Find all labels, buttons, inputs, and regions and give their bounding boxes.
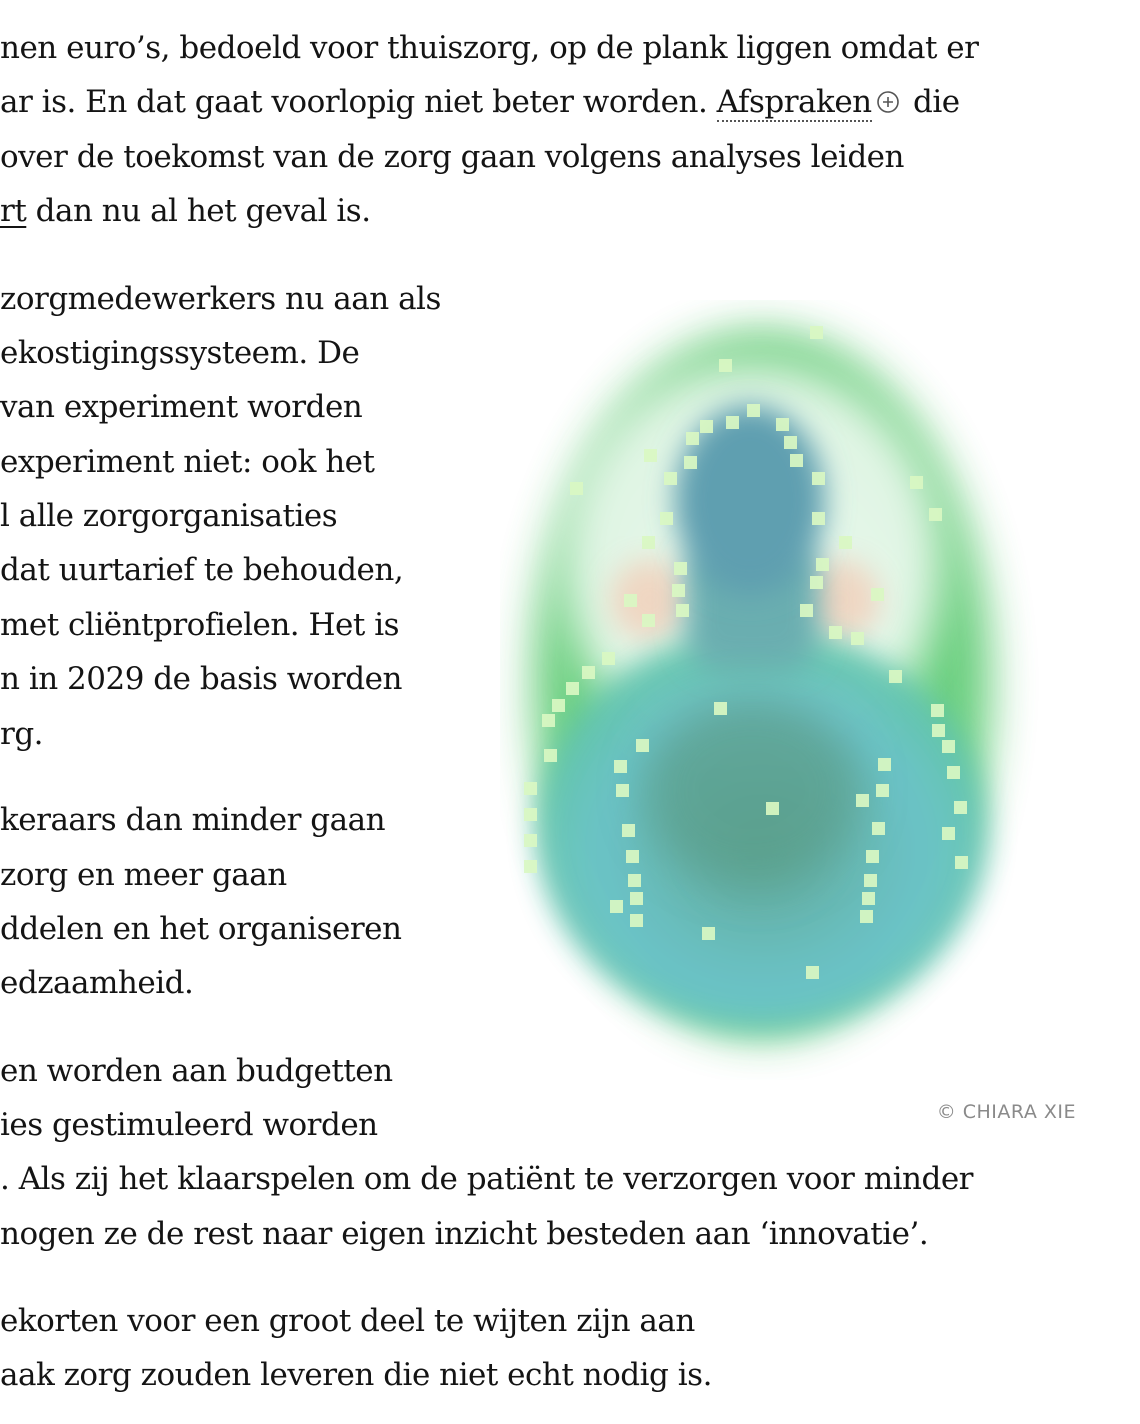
pixel-dot — [955, 856, 968, 869]
pixel-dot — [800, 604, 813, 617]
pixel-dot — [624, 594, 637, 607]
pixel-dot — [700, 420, 713, 433]
article-line: l alle zorgorganisaties — [0, 498, 338, 534]
pixel-dot — [864, 874, 877, 887]
pixel-dot — [942, 827, 955, 840]
pixel-dot — [542, 714, 555, 727]
article-line: ekorten voor een groot deel te wijten zijn aan — [0, 1303, 695, 1339]
pixel-dot — [684, 456, 697, 469]
pixel-dot — [636, 739, 649, 752]
pixel-dot — [856, 794, 869, 807]
pixel-dot — [570, 482, 583, 495]
pixel-dot — [839, 536, 852, 549]
article-line: ies gestimuleerd worden — [0, 1107, 378, 1143]
plus-circle-icon[interactable] — [876, 90, 900, 114]
pixel-dot — [524, 808, 537, 821]
pixel-dot — [524, 782, 537, 795]
pixel-dot — [910, 476, 923, 489]
afspraken-link[interactable]: Afspraken — [716, 84, 872, 120]
article-line: ddelen en het organiseren — [0, 911, 402, 947]
pixel-dot — [719, 359, 732, 372]
pixel-dot — [816, 558, 829, 571]
pixel-dot — [630, 892, 643, 905]
article-line: van experiment worden — [0, 389, 363, 425]
pixel-dot — [566, 682, 579, 695]
pixel-dot — [628, 874, 641, 887]
article-line: met cliëntprofielen. Het is — [0, 607, 400, 643]
article-line — [0, 82, 960, 122]
pixel-dot — [932, 724, 945, 737]
pixel-dot — [714, 702, 727, 715]
pixel-dot — [851, 632, 864, 645]
pixel-dot — [524, 834, 537, 847]
pixel-dot — [954, 801, 967, 814]
pixel-dot — [664, 472, 677, 485]
pixel-dot — [552, 699, 565, 712]
article-line: nen euro’s, bedoeld voor thuiszorg, op de plank liggen omdat er — [0, 30, 979, 66]
article-line: over de toekomst van de zorg gaan volgens analyses leiden — [0, 139, 904, 175]
pixel-dot — [602, 652, 615, 665]
pixel-dot — [544, 749, 557, 762]
pixel-dot — [582, 666, 595, 679]
pixel-dot — [616, 784, 629, 797]
inline-link[interactable]: rt — [0, 193, 27, 229]
pixel-dot — [872, 822, 885, 835]
figure-shade — [642, 695, 862, 885]
article-line: aak zorg zouden leveren die niet echt nodig is. — [0, 1357, 712, 1393]
article-line: . Als zij het klaarspelen om de patiënt te verzorgen voor minder — [0, 1161, 974, 1197]
pixel-dot — [876, 784, 889, 797]
pixel-dot — [871, 588, 884, 601]
article-line: keraars dan minder gaan — [0, 802, 386, 838]
pixel-dot — [878, 758, 891, 771]
pixel-dot — [810, 576, 823, 589]
pixel-dot — [766, 802, 779, 815]
pixel-dot — [747, 404, 760, 417]
pixel-dot — [702, 927, 715, 940]
text: dan nu al het geval is. — [26, 193, 371, 229]
pixel-dot — [810, 326, 823, 339]
pixel-dot — [866, 850, 879, 863]
pixel-dot — [784, 436, 797, 449]
pixel-dot — [686, 432, 699, 445]
pixel-dot — [931, 704, 944, 717]
article-line: dat uurtarief te behouden, — [0, 552, 404, 588]
article-line: zorg en meer gaan — [0, 857, 287, 893]
pixel-dot — [622, 824, 635, 837]
image-credit: © CHIARA XIE — [936, 1101, 1076, 1123]
pixel-dot — [889, 670, 902, 683]
article-line: n in 2029 de basis worden — [0, 661, 402, 697]
pixel-dot — [947, 766, 960, 779]
article-line: zorgmedewerkers nu aan als — [0, 281, 441, 317]
article-line: experiment niet: ook het — [0, 444, 375, 480]
pixel-dot — [644, 449, 657, 462]
pixel-dot — [860, 910, 873, 923]
pixel-dot — [812, 512, 825, 525]
article-line: nogen ze de rest naar eigen inzicht besteden aan ‘innovatie’. — [0, 1216, 929, 1252]
pixel-dot — [862, 892, 875, 905]
pixel-dot — [726, 416, 739, 429]
pixel-dot — [674, 562, 687, 575]
aura-figure-illustration — [500, 300, 1040, 1080]
article-line: edzaamheid. — [0, 965, 194, 1001]
text: die — [903, 84, 960, 120]
pixel-dot — [790, 454, 803, 467]
pixel-dot — [929, 508, 942, 521]
article-line: en worden aan budgetten — [0, 1053, 393, 1089]
pixel-dot — [676, 604, 689, 617]
pixel-dot — [806, 966, 819, 979]
pixel-dot — [630, 914, 643, 927]
article-line — [0, 191, 371, 231]
pixel-dot — [642, 536, 655, 549]
pixel-dot — [524, 860, 537, 873]
pixel-dot — [672, 584, 685, 597]
pixel-dot — [776, 418, 789, 431]
pixel-dot — [614, 760, 627, 773]
pixel-dot — [942, 740, 955, 753]
pixel-dot — [610, 900, 623, 913]
article-line: ekostigingssysteem. De — [0, 335, 360, 371]
pixel-dot — [812, 472, 825, 485]
pixel-dot — [642, 614, 655, 627]
pixel-dot — [626, 850, 639, 863]
pixel-dot — [829, 626, 842, 639]
text: ar is. En dat gaat voorlopig niet beter worden. — [0, 84, 717, 120]
pixel-dot — [660, 512, 673, 525]
article-line: rg. — [0, 716, 44, 752]
